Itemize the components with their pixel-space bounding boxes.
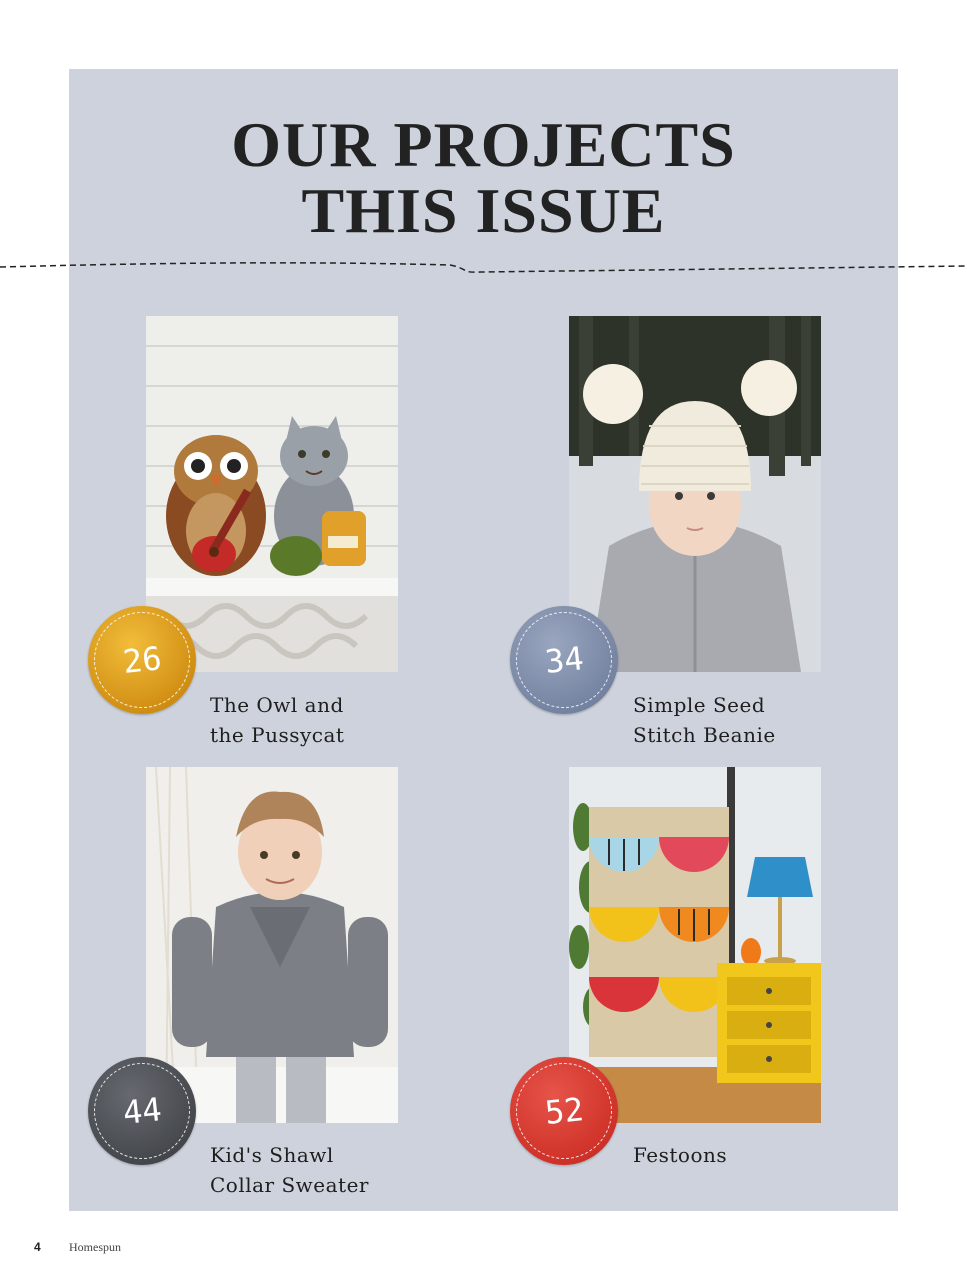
page-badge-52: 52 xyxy=(510,1057,618,1165)
page-badge-26: 26 xyxy=(88,606,196,714)
footer-page-number: 4 xyxy=(34,1240,41,1254)
page-badge-44: 44 xyxy=(88,1057,196,1165)
project-photo-sweater[interactable] xyxy=(146,767,398,1123)
project-photo-festoons[interactable] xyxy=(569,767,821,1123)
page-title xyxy=(0,109,967,246)
project-photo-beanie[interactable] xyxy=(569,316,821,672)
footer-magazine-name: Homespun xyxy=(69,1240,121,1254)
page-badge-34: 34 xyxy=(510,606,618,714)
project-title-owl-pussycat[interactable]: The Owl and the Pussycat xyxy=(210,693,345,747)
title-line-1: OUR PROJECTS xyxy=(231,109,736,180)
project-title-festoons[interactable]: Festoons xyxy=(633,1143,728,1167)
beanie-image xyxy=(569,316,821,672)
project-title-beanie[interactable]: Simple Seed Stitch Beanie xyxy=(633,693,776,747)
title-line-2: THIS ISSUE xyxy=(301,175,666,246)
project-title-sweater[interactable]: Kid's Shawl Collar Sweater xyxy=(210,1143,369,1197)
dashed-stitch-divider xyxy=(0,255,967,279)
sweater-image xyxy=(146,767,398,1123)
owl-pussycat-image xyxy=(146,316,398,672)
festoons-image xyxy=(569,767,821,1123)
project-photo-owl-pussycat[interactable] xyxy=(146,316,398,672)
